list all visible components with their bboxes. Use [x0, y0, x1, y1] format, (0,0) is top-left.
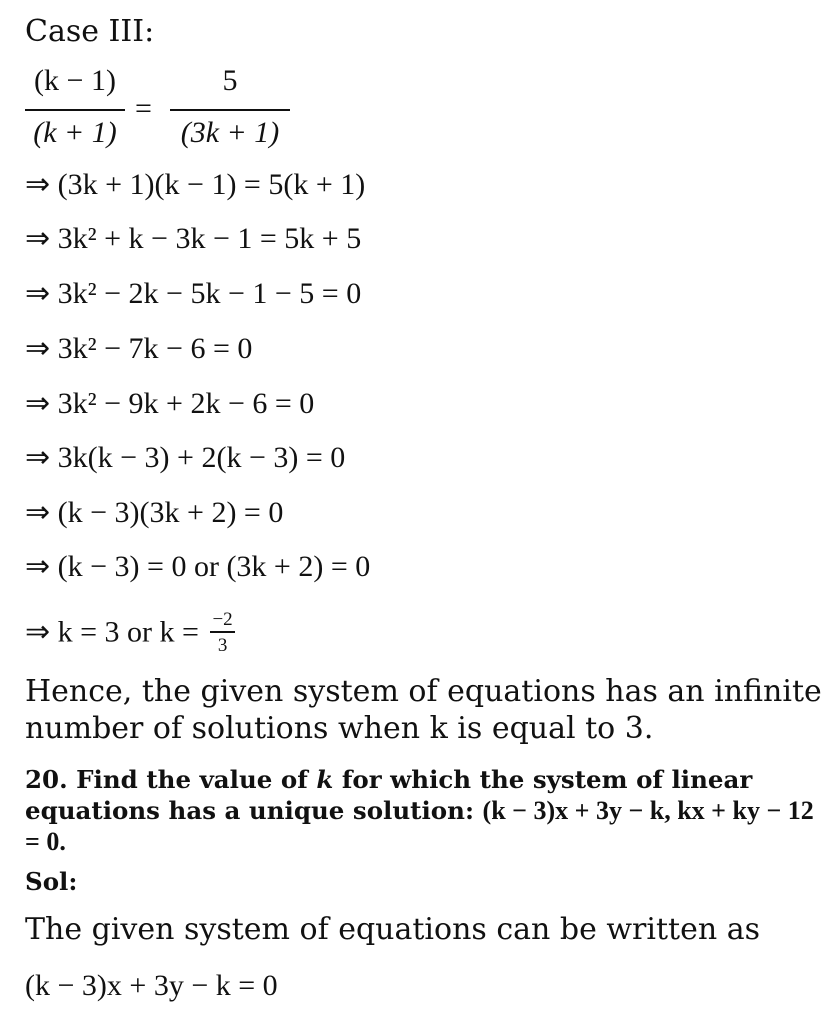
final-numerator: −2 [210, 610, 234, 633]
question-text-1: 20. Find the value of [25, 765, 317, 794]
step-8: ⇒ (k − 3) = 0 or (3k + 2) = 0 [25, 550, 371, 583]
question-text-2: for which the system of linear equations has a unique solution: [25, 765, 753, 825]
question-20 [25, 764, 815, 857]
step-4: ⇒ 3k² − 7k − 6 = 0 [25, 332, 253, 365]
solution-equation: (k − 3)x + 3y − k = 0 [25, 969, 278, 1002]
right-denominator: (3k + 1) [180, 116, 280, 149]
left-denominator: (k + 1) [33, 116, 117, 149]
question-variable-k: k [316, 765, 334, 794]
question-equation: (k − 3)x + 3y − k, kx + ky − 12 = 0. [25, 796, 814, 856]
conclusion-paragraph [25, 673, 822, 747]
left-fraction-bar [25, 109, 125, 111]
step-3: ⇒ 3k² − 2k − 5k − 1 − 5 = 0 [25, 277, 362, 310]
final-step-prefix: ⇒ k = 3 or k = [25, 615, 199, 649]
step-2: ⇒ 3k² + k − 3k − 1 = 5k + 5 [25, 222, 362, 255]
conclusion-line-2: number of solutions when k is equal to 3. [25, 711, 654, 746]
step-7: ⇒ (k − 3)(3k + 2) = 0 [25, 496, 284, 529]
solution-intro: The given system of equations can be written as [25, 912, 760, 947]
left-numerator: (k − 1) [34, 64, 116, 97]
final-fraction [210, 610, 234, 655]
right-numerator: 5 [222, 64, 238, 97]
conclusion-line-1: Hence, the given system of equations has an infinite [25, 674, 822, 709]
sol-label: Sol: [25, 867, 78, 896]
final-denominator: 3 [217, 635, 228, 656]
equals-sign: = [135, 92, 152, 125]
final-step [25, 609, 235, 657]
case-title: Case III: [25, 14, 155, 49]
step-6: ⇒ 3k(k − 3) + 2(k − 3) = 0 [25, 441, 346, 474]
step-1: ⇒ (3k + 1)(k − 1) = 5(k + 1) [25, 168, 366, 201]
step-5: ⇒ 3k² − 9k + 2k − 6 = 0 [25, 387, 315, 420]
right-fraction-bar [170, 109, 290, 111]
